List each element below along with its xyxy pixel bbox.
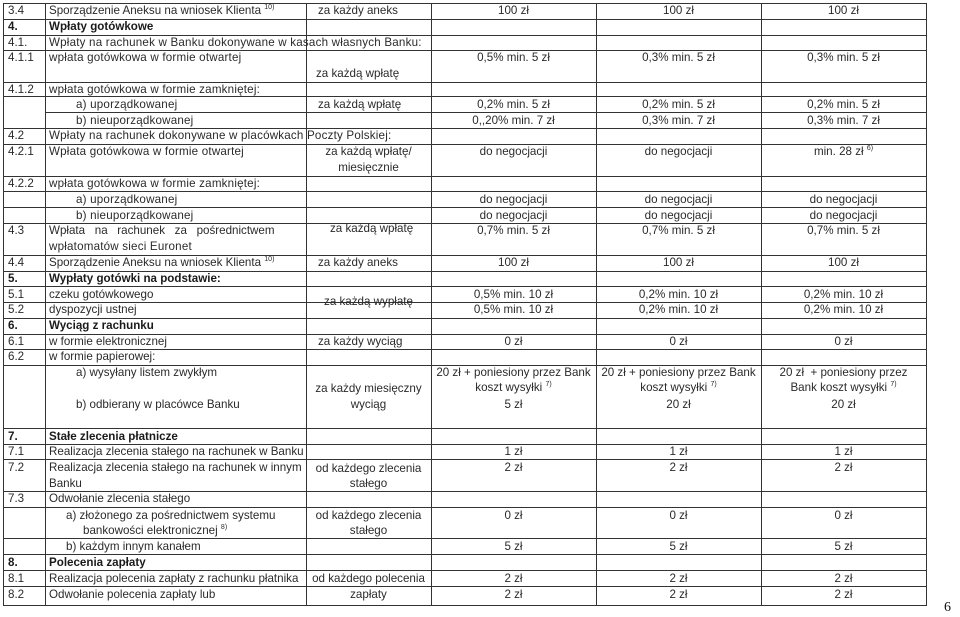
fee-basis: za każdy aneks [318,256,398,269]
fee-value: koszt wysyłki [475,381,543,394]
fee-col-3: 100 zł [828,256,859,269]
fee-col-2: 2 zł [669,572,688,585]
row-description: Odwołanie polecenia zapłaty lub [49,588,216,601]
fee-col-1: 1 zł [504,445,523,458]
fee-basis: miesięcznie [338,161,399,174]
fee-col-2: 0,2% min. 5 zł [642,98,715,111]
row-number: 4.2.2 [8,177,34,190]
fee-col-2: do negocjacji [644,145,713,158]
row-description: a) wysyłany listem zwykłym [76,366,218,379]
fee-value: min. 28 zł [813,145,864,158]
fee-col-1: 100 zł [498,4,529,17]
row-line [3,459,927,460]
fee-col-2: 0,2% min. 10 zł [638,303,719,316]
fee-col-3: 1 zł [834,445,853,458]
fee-basis: za każdy miesięczny [315,382,422,395]
fee-col-1: 5 zł [504,540,523,553]
row-description: w formie elektronicznej [49,335,167,348]
fee-col-1: 0,5% min. 5 zł [477,51,550,64]
section-title: Stałe zlecenia płatnicze [49,430,178,443]
col-line [45,3,46,606]
fee-basis: od każdego zlecenia [315,462,422,475]
row-line [3,191,927,192]
row-description: Wpłata na rachunek za pośrednictwem [49,224,275,237]
fee-col-1: 0,,20% min. 7 zł [472,114,555,127]
fee-col-2: 0,7% min. 5 zł [642,224,715,237]
description-text: Sporządzenie Aneksu na wniosek Klienta [49,256,262,269]
fee-col-3: 0 zł [834,509,853,522]
fee-basis: za każdą wpłatę [316,67,400,80]
fee-col-2: 100 zł [663,4,694,17]
row-line [3,286,927,287]
row-description: b) odbierany w placówce Banku [76,398,240,411]
row-description: Banku [49,477,82,490]
fee-col-1: 0 zł [504,509,523,522]
footnote-ref: 6) [866,145,874,152]
row-number: 8.2 [8,588,25,601]
fee-col-1: 100 zł [498,256,529,269]
fee-col-3 [761,381,926,395]
row-description: Odwołanie zlecenia stałego [49,492,191,505]
footnote-ref: 7) [890,381,897,388]
section-number: 7. [8,430,18,443]
fee-col-1: 0 zł [504,335,523,348]
fee-basis: za każdą wpłatę/ [325,145,412,158]
row-line [3,570,927,571]
section-number: 8. [8,556,18,569]
fee-basis: zapłaty [350,588,387,601]
row-description [49,4,274,18]
fee-col-2: do negocjacji [644,209,713,222]
fee-col-3: 2 zł [834,572,853,585]
fee-col-2: 100 zł [663,256,694,269]
fee-col-1: 0,5% min. 10 zł [473,288,554,301]
fee-col-1 [431,381,596,395]
section-number: 5. [8,272,18,285]
fee-col-1: 5 zł [504,398,523,411]
fee-basis: stałego [349,477,388,490]
row-number: 7.1 [8,445,25,458]
fee-basis: od każdego zlecenia [315,509,422,522]
footnote-ref: 10) [264,256,275,263]
row-description: czeku gotówkowego [49,288,154,301]
fee-col-3: 0 zł [834,335,853,348]
fee-col-2: 0,3% min. 7 zł [642,114,715,127]
section-number: 4. [8,20,18,33]
fee-col-2: do negocjacji [644,193,713,206]
fee-col-1: do negocjacji [479,193,548,206]
row-number: 6.2 [8,350,25,363]
fee-basis: od każdego polecenia [312,572,425,585]
row-number: 4.2.1 [8,145,34,158]
row-line [3,428,927,429]
row-description: Wpłaty na rachunek dokonywane w placówkach Poczty Polskiej: [49,129,392,142]
fee-col-3: 0,2% min. 5 zł [807,98,880,111]
description-text: bankowości elektronicznej [83,524,218,537]
row-number: 4.3 [8,224,25,237]
table-border-left [3,3,4,606]
row-description: a) uporządkowanej [76,98,178,111]
row-number: 7.3 [8,492,25,505]
fee-col-2: 5 zł [669,540,688,553]
fee-basis: wyciąg [350,398,387,411]
description-text: Sporządzenie Aneksu na wniosek Klienta [49,4,262,17]
table-border-bottom [3,605,927,606]
fee-col-1: do negocjacji [479,145,548,158]
row-description: a) uporządkowanej [76,193,178,206]
row-description: wpłata gotówkowa w formie otwartej [49,51,242,64]
row-number: 4.1.2 [8,83,34,96]
fee-col-3 [761,145,926,159]
row-description: b) każdym innym kanałem [66,540,201,553]
fee-col-3: 100 zł [828,4,859,17]
section-title: Wypłaty gotówki na podstawie: [49,272,221,285]
row-description: wpłata gotówkowa w formie zamkniętej: [49,177,261,190]
fee-col-3: 0,3% min. 7 zł [807,114,880,127]
fee-col-2: 20 zł + poniesiony przez Bank [601,366,756,379]
row-number: 4.4 [8,256,25,269]
footnote-ref: 10) [264,4,275,11]
row-description: Wpłata gotówkowa w formie otwartej [49,145,244,158]
fee-col-3: 2 zł [834,461,853,474]
row-number: 3.4 [8,4,25,17]
fee-basis: za każdą wypłatę [324,295,413,308]
fee-col-1: 20 zł + poniesiony przez Bank [436,366,591,379]
fee-col-1: 2 zł [504,461,523,474]
row-line [3,586,927,587]
row-number: 5.2 [8,303,25,316]
page-number: 6 [944,600,951,615]
fee-col-2: 2 zł [669,588,688,601]
fee-basis: stałego [349,524,388,537]
fee-col-2: 1 zł [669,445,688,458]
row-description: wpłatomatów sieci Euronet [49,240,192,253]
row-description: dyspozycji ustnej [49,303,137,316]
row-description: b) nieuporządkowanej [76,114,194,127]
fee-basis: za każdy aneks [318,4,398,17]
fee-value: koszt wysyłki [640,381,708,394]
row-number: 7.2 [8,461,25,474]
footnote-ref: 7) [710,381,717,388]
fee-col-1: 0,2% min. 5 zł [477,98,550,111]
row-number: 5.1 [8,288,25,301]
fee-col-3: 20 zł [831,398,856,411]
row-description: Realizacja polecenia zapłaty z rachunku płatnika [49,572,299,585]
row-description: b) nieuporządkowanej [76,209,194,222]
row-description: Realizacja zlecenia stałego na rachunek w innym [49,461,302,474]
row-number: 4.1. [8,36,28,49]
fee-col-2: 0,2% min. 10 zł [638,288,719,301]
row-line [3,207,927,208]
fee-col-2: 0,3% min. 5 zł [642,51,715,64]
row-line [3,538,927,539]
fee-col-3: 0,3% min. 5 zł [807,51,880,64]
fee-col-3: 2 zł [834,588,853,601]
fee-basis: za każdą wpłatę [318,98,402,111]
row-number: 8.1 [8,572,25,585]
fee-basis: za każdy wyciąg [318,335,403,348]
row-description [83,524,227,538]
fee-col-3: do negocjacji [809,209,878,222]
section-title: Wpłaty gotówkowe [49,20,154,33]
fee-col-2: 20 zł [666,398,691,411]
fee-col-3: 20 zł + poniesiony przez [779,366,908,379]
table-border-right [926,3,927,606]
fee-col-1: do negocjacji [479,209,548,222]
footnote-ref: 8) [220,524,228,531]
row-number: 4.1.1 [8,51,34,64]
fee-col-2: 2 zł [669,461,688,474]
fee-col-3: 0,7% min. 5 zł [807,224,880,237]
row-description: a) złożonego za pośrednictwem systemu [66,509,276,522]
fee-col-1: 2 zł [504,588,523,601]
fee-col-3: 0,2% min. 10 zł [803,303,884,316]
section-title: Wyciąg z rachunku [49,319,154,332]
fee-col-3: 0,2% min. 10 zł [803,288,884,301]
row-description: Wpłaty na rachunek w Banku dokonywane w kasach własnych Banku: [49,36,422,49]
row-description: Realizacja zlecenia stałego na rachunek w Banku [49,445,304,458]
row-description [49,256,274,270]
row-line [3,554,927,555]
fee-col-3: do negocjacji [809,193,878,206]
fee-col-1: 2 zł [504,572,523,585]
row-description: wpłata gotówkowa w formie zamkniętej: [49,83,261,96]
fee-col-3: 5 zł [834,540,853,553]
section-title: Polecenia zapłaty [49,556,146,569]
row-description: w formie papierowej: [49,350,156,363]
fee-basis: za każdą wpłatę [330,222,414,235]
section-number: 6. [8,319,18,332]
row-line [3,507,927,508]
fee-col-1: 0,7% min. 5 zł [477,224,550,237]
row-number: 4.2 [8,129,25,142]
row-line [45,112,927,113]
fee-col-1: 0,5% min. 10 zł [473,303,554,316]
row-number: 6.1 [8,335,25,348]
fee-col-2: 0 zł [669,335,688,348]
footnote-ref: 7) [545,381,552,388]
fee-col-2: 0 zł [669,509,688,522]
fee-value: Bank koszt wysyłki [790,381,888,394]
fee-col-2 [596,381,761,395]
